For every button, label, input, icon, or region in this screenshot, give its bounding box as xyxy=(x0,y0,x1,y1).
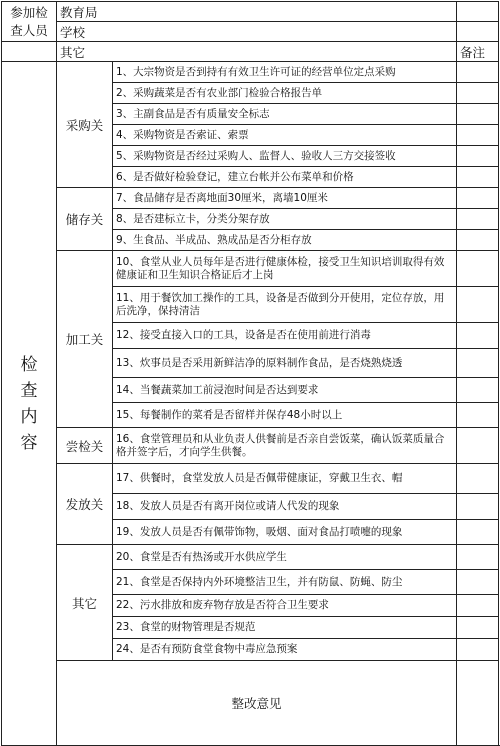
check-item-5-remark xyxy=(457,146,499,167)
check-item-15-remark xyxy=(457,403,499,428)
check-item-22: 22、污水排放和废弃物存放是否符合卫生要求 xyxy=(113,595,457,617)
inspection-form-table xyxy=(1,1,499,746)
group-processing: 加工关 xyxy=(57,251,113,428)
check-item-20-remark xyxy=(457,545,499,570)
check-item-14: 14、当餐蔬菜加工前浸泡时间是否达到要求 xyxy=(113,378,457,403)
participant-school-remark xyxy=(457,22,499,42)
check-content-label xyxy=(2,62,57,746)
check-item-12-remark xyxy=(457,323,499,349)
participant-other: 其它 xyxy=(57,42,457,62)
participant-school: 学校 xyxy=(57,22,457,42)
check-item-2: 2、采购蔬菜是否有农业部门检验合格报告单 xyxy=(113,83,457,104)
remark-header: 备注 xyxy=(457,42,499,62)
check-item-1: 1、大宗物资是否到持有有效卫生许可证的经营单位定点采购 xyxy=(113,62,457,83)
check-item-22-remark xyxy=(457,595,499,617)
check-item-8-remark xyxy=(457,209,499,230)
participants-label: 参加检查人员 xyxy=(2,2,57,42)
check-item-7: 7、食品储存是否离地面30厘米，离墙10厘米 xyxy=(113,188,457,209)
check-item-17-remark xyxy=(457,464,499,494)
group-purchase: 采购关 xyxy=(57,62,113,188)
check-item-18: 18、发放人员是否有离开岗位或请人代发的现象 xyxy=(113,494,457,520)
group-storage: 储存关 xyxy=(57,188,113,251)
check-item-16-remark xyxy=(457,428,499,464)
check-item-12: 12、接受直接入口的工具，设备是否在使用前进行消毒 xyxy=(113,323,457,349)
rectification-opinion-label: 整改意见 xyxy=(57,661,457,746)
check-item-23: 23、食堂的财物管理是否规范 xyxy=(113,617,457,639)
check-item-4-remark xyxy=(457,125,499,146)
check-item-17: 17、供餐时，食堂发放人员是否佩带健康证，穿戴卫生衣、帽 xyxy=(113,464,457,494)
check-item-14-remark xyxy=(457,378,499,403)
rectification-opinion-field[interactable] xyxy=(457,661,499,746)
check-item-23-remark xyxy=(457,617,499,639)
check-item-20: 20、食堂是否有热汤或开水供应学生 xyxy=(113,545,457,570)
check-item-21: 21、食堂是否保持内外环境整洁卫生，并有防鼠、防蝇、防尘 xyxy=(113,570,457,595)
check-item-19: 19、发放人员是否有佩带饰物，吸烟、面对食品打喷嚏的现象 xyxy=(113,520,457,545)
check-item-13: 13、炊事员是否采用新鲜洁净的原料制作食品，是否烧熟烧透 xyxy=(113,349,457,378)
check-item-21-remark xyxy=(457,570,499,595)
check-item-10: 10、食堂从业人员每年是否进行健康体检，接受卫生知识培训取得有效健康证和卫生知识合格证后才上岗 xyxy=(113,251,457,287)
check-item-18-remark xyxy=(457,494,499,520)
check-item-4: 4、采购物资是否索证、索票 xyxy=(113,125,457,146)
check-item-24: 24、是否有预防食堂食物中毒应急预案 xyxy=(113,639,457,661)
check-item-6-remark xyxy=(457,167,499,188)
check-item-1-remark xyxy=(457,62,499,83)
check-content-text: 检查内容 xyxy=(20,354,38,453)
check-item-6: 6、是否做好检验登记，建立台帐并公布菜单和价格 xyxy=(113,167,457,188)
check-item-11: 11、用于餐饮加工操作的工具，设备是否做到分开使用，定位存放，用后洗净，保持清洁 xyxy=(113,287,457,323)
check-item-3-remark xyxy=(457,104,499,125)
check-item-9: 9、生食品、半成品、熟成品是否分柜存放 xyxy=(113,230,457,251)
group-distribution: 发放关 xyxy=(57,464,113,545)
check-item-3: 3、主副食品是否有质量安全标志 xyxy=(113,104,457,125)
check-item-10-remark xyxy=(457,251,499,287)
check-item-11-remark xyxy=(457,287,499,323)
check-item-16: 16、食堂管理员和从业负责人供餐前是否亲自尝饭菜，确认饭菜质量合格并签字后，才向学生供餐。 xyxy=(113,428,457,464)
participants-label-spacer xyxy=(2,42,57,62)
participant-education-bureau: 教育局 xyxy=(57,2,457,22)
group-other: 其它 xyxy=(57,545,113,661)
participant-education-bureau-remark xyxy=(457,2,499,22)
check-item-24-remark xyxy=(457,639,499,661)
check-item-7-remark xyxy=(457,188,499,209)
check-item-8: 8、是否建标立卡，分类分架存放 xyxy=(113,209,457,230)
check-item-19-remark xyxy=(457,520,499,545)
check-item-5: 5、采购物资是否经过采购人、监督人、验收人三方交接签收 xyxy=(113,146,457,167)
group-tasting: 尝检关 xyxy=(57,428,113,464)
check-item-15: 15、每餐制作的菜肴是否留样并保存48小时以上 xyxy=(113,403,457,428)
check-item-9-remark xyxy=(457,230,499,251)
check-item-2-remark xyxy=(457,83,499,104)
check-item-13-remark xyxy=(457,349,499,378)
